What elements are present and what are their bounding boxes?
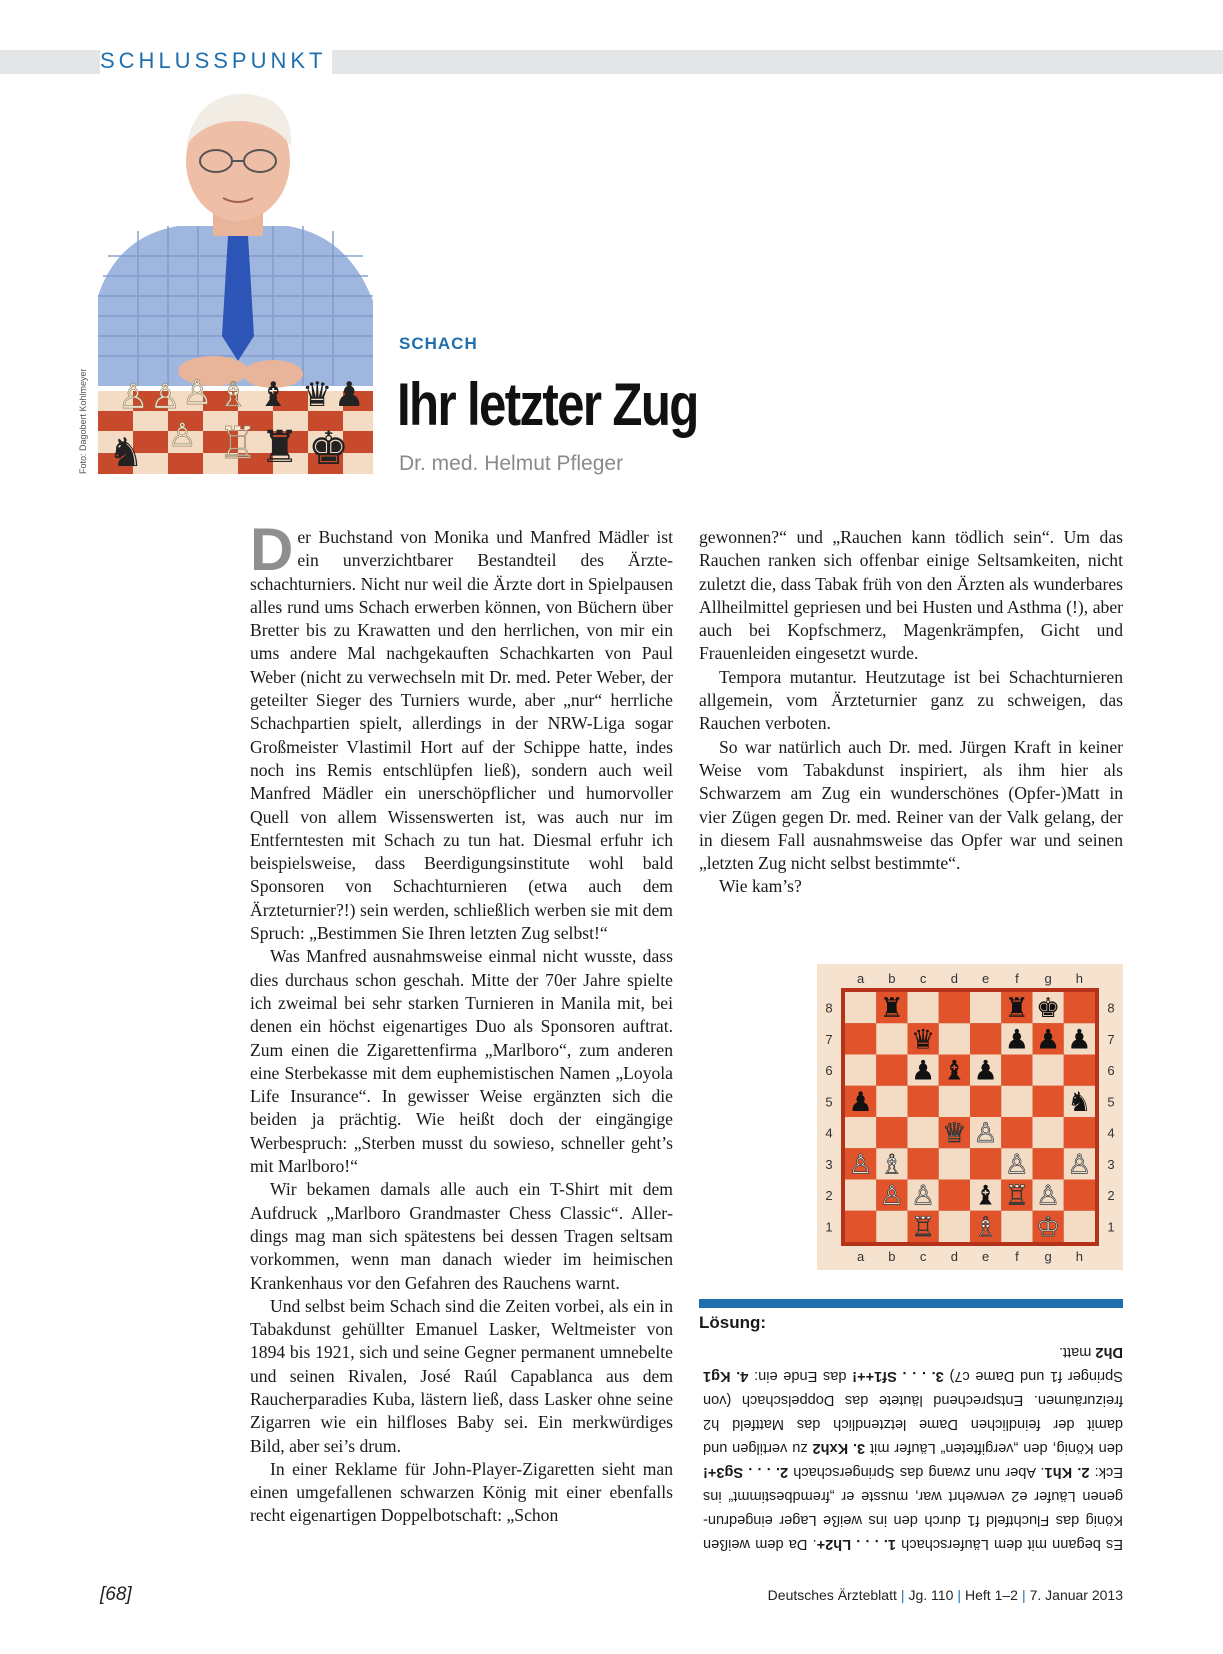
file-label-top: e [982,971,990,986]
chess-piece-black: ♟ [1004,1024,1029,1056]
board-square [876,1117,907,1148]
file-label-top: b [888,971,896,986]
chess-piece-white: ♙ [973,1118,998,1149]
board-square [970,1086,1001,1117]
svg-text:♙: ♙ [182,373,213,413]
rank-label-right: 8 [1107,1000,1115,1016]
page-number: [68] [100,1584,132,1605]
rank-label-left: 3 [825,1156,833,1172]
chess-diagram [817,964,1123,1270]
chess-piece-black: ♚ [1036,993,1061,1024]
solution-text-segment: matt. [1058,1344,1096,1360]
footer-citation [768,1587,1123,1603]
rank-label-left: 2 [825,1188,833,1204]
chess-piece-white: ♙ [1036,1180,1061,1212]
file-label-top: d [950,971,958,986]
board-square [1033,1055,1064,1086]
solution-move: 3. . . . Sf1++! [852,1368,944,1384]
board-square [1033,1117,1064,1148]
svg-text:♙: ♙ [150,377,181,417]
rank-label-right: 2 [1107,1188,1115,1204]
file-label-bottom: d [950,1249,958,1264]
article-paragraph: In einer Reklame für John-Player-Zigaretten sieht man einen umgefallenen schwarzen König mit einer ebenfalls recht eigenartigen Doppelbotschaft: „Schon [250,1458,673,1526]
board-square [1064,1055,1095,1086]
chess-piece-black: ♟ [1036,1024,1061,1056]
svg-text:♟: ♟ [334,375,365,415]
svg-text:♞: ♞ [108,430,144,474]
footer-separator: | [957,1587,962,1603]
solution-text-segment: Es begann mit dem Läuferschach [896,1536,1123,1552]
section-label: SCHLUSSPUNKT [100,47,332,75]
board-square [845,1211,876,1242]
board-square [845,1023,876,1054]
rank-label-left: 5 [825,1094,833,1110]
board-square [1033,1148,1064,1179]
rank-label-left: 8 [825,1000,833,1016]
chess-piece-black: ♜ [1004,993,1029,1024]
rank-label-left: 1 [825,1219,833,1235]
chess-piece-black: ♞ [1067,1086,1092,1118]
file-label-bottom: c [919,1249,927,1264]
board-square [876,1055,907,1086]
chess-piece-white: ♖ [1004,1180,1029,1212]
board-square [908,992,939,1023]
svg-text:♙: ♙ [168,416,197,454]
chess-piece-black: ♟ [1067,1024,1092,1056]
board-square [845,1055,876,1086]
board-square [1033,1086,1064,1117]
svg-text:♗: ♗ [218,375,249,415]
author-photo-illustration [98,86,373,474]
board-square [845,1180,876,1211]
chess-piece-white: ♔ [1036,1211,1061,1243]
chess-piece-black: ♛ [911,1024,936,1056]
solution-text-segment: den König, den „vergifteten“ Läufer mit [865,1440,1123,1456]
board-square [1064,992,1095,1023]
article-paragraph: Der Buchstand von Monika und Manfred Mädler ist ein unverzichtbarer Bestandteil des Ärzteschachturniers. Nicht nur weil die Ärzte dort in Spielpausen alles rund ums Schach erwerben können, von Büchern über Bretter bis zu Krawatten und den herrlichen, von mir ein ums andere Mal nachgekauften Schachkarten von Paul Weber (nicht zu verwechseln mit Dr. med. Peter Weber, der geteilter Sieger des Turniers wurde, aber „nur“ herrliche Schachpartien spielt, allerdings in der NRW-Liga sogar Großmeister Vlastimil Hort auf der Schippe hatte, indes noch ins Remis entschlüpfen ließ), sondern auch weil Manfred Mädler ein unerschöpflicher und humorvoller Quell von allem Wissenswerten ist, was auch nur im Entferntesten mit Schach zu tun hat. Diesmal erfuhr ich beispielsweise, dass Beerdigungsinstitute wohl bald Sponsoren von Schachturnieren (etwa auch dem Ärzteturnier?!) sein werden, schließlich werben sie mit dem Spruch: „Bestimmen Sie Ihren letzten Zug selbst!“ [250,516,673,944]
article-title: Ihr letzter Zug [397,371,698,438]
file-label-top: h [1075,971,1083,986]
solution-text-segment: das Ende ein: [748,1368,853,1384]
rank-label-right: 3 [1107,1156,1115,1172]
board-square [1064,1180,1095,1211]
board-square [1001,1055,1032,1086]
board-square [908,1148,939,1179]
board-square [1064,1117,1095,1148]
svg-text:♚: ♚ [308,421,350,474]
chess-piece-black: ♝ [973,1180,998,1212]
board-square [1001,1211,1032,1242]
board-square [939,1148,970,1179]
board-square [939,1180,970,1211]
rank-label-left: 4 [825,1125,833,1141]
file-label-bottom: f [1015,1249,1019,1264]
footer-issue: Heft 1–2 [965,1587,1018,1603]
chess-piece-white: ♙ [879,1180,904,1212]
board-square [908,1086,939,1117]
solution-text-segment: . Aber nun zwang das Springerschach [788,1464,1045,1480]
author-photo [98,86,373,474]
file-label-bottom: e [982,1249,990,1264]
rank-label-left: 7 [825,1031,833,1047]
file-label-top: c [919,971,927,986]
chess-piece-black: ♜ [879,993,904,1024]
rank-label-right: 6 [1107,1063,1115,1079]
article-paragraph: Was Manfred ausnahmsweise einmal nicht wusste, dass dies durchaus schon geschah. Mitte der 70er Jahre spielte ich zweimal bei sehr starken Turnieren in Manila mit, bei denen ein höchst eigenartiges Duo als Sponsoren auftrat. Zum einen die Zigarettenfirma „Marlboro“, zum anderen eine Sterbekasse mit dem euphemistischen Namen „Loyola Life Insurance“. In gewisser Weise ergänzten sich die beiden ja prächtig. Wie heißt doch der eingängige Werbespruch: „Sterben musst du sowieso, schneller geht’s mit Marlboro!“ [250,946,673,1177]
board-square [939,1023,970,1054]
article-paragraph: Wie kam’s? [719,876,802,897]
chess-piece-white: ♙ [848,1149,873,1181]
footer-separator: | [1021,1587,1026,1603]
solution-move: 2. . . . Sg3+! [702,1464,789,1480]
board-square [1001,1117,1032,1148]
solution-text-segment: . Da dem weißen König das Fluchtfeld f1 durch den ins weiße Lager eingedrungenen Läufer e2 verwehrt war, musste er „fremdbestimmt“ ins Eck: [703,1464,1123,1552]
solution-move: 1. . . . Lh2+ [816,1536,897,1552]
article-paragraph: gewonnen?“ und „Rauchen kann tödlich sein“. Um das Rauchen ranken sich offenbar einige Seltsamkeiten, nicht zuletzt die, dass Tabak früh von den Ärzten als wunderbares Allheilmittel gepriesen und bei Husten und Asthma (!), aber auch bei Kopfschmerz, Magenkrämpfen, Gicht und Frauenleiden eingesetzt wurde. [699,527,1123,664]
board-square [845,992,876,1023]
photo-credit: Foto: Dagobert Kohlmeyer [78,368,88,474]
rank-label-right: 5 [1107,1094,1115,1110]
board-square [970,1023,1001,1054]
file-label-bottom: b [888,1249,896,1264]
board-square [876,1211,907,1242]
board-square [939,1211,970,1242]
solution-bar [699,1299,1123,1308]
svg-text:♜: ♜ [260,422,300,473]
file-label-bottom: h [1075,1249,1083,1264]
board-square [1001,1086,1032,1117]
file-label-top: a [857,971,865,986]
article-paragraph: Tempora mutantur. Heutzutage ist bei Schachturnieren allgemein, vom Ärzteturnier ganz zu schweigen, das Rauchen verboten. [699,666,1123,734]
solution-text-segment: zu vertilgen und damit der feindlichen Dame letztendlich das Mattfeld h2 freizuräumen. Entsprechend läutete das Doppelschach (von Springer f1 und Dame c7) [703,1368,1123,1456]
file-label-top: f [1015,971,1019,986]
board-square [939,992,970,1023]
article-paragraph: Und selbst beim Schach sind die Zeiten vorbei, als ein in Tabakdunst gehüllter Emanuel Lasker, Weltmeister von 1894 bis 1921, sich und seine Gegner permanent umnebelte und seinen Rivalen, José Raúl Capablanca aus dem Raucherparadies Kuba, lästern ließ, dass Lasker ohne seine Zigarren wie ein hilfloses Baby sei. Ein merkwürdiges Bild, aber sei’s drum. [250,1295,673,1456]
chess-piece-white: ♗ [973,1211,998,1243]
chess-board [817,964,1123,1270]
svg-text:♝: ♝ [258,375,289,415]
rank-label-left: 6 [825,1063,833,1079]
board-square [845,1117,876,1148]
solution-move: 3. Kxh2 [812,1440,866,1456]
solution-move: 2. Kh1 [1044,1464,1090,1480]
rank-label-right: 4 [1107,1125,1115,1141]
article-kicker: SCHACH [399,334,478,353]
board-square [970,1148,1001,1179]
solution-text-upside-down [703,1340,1123,1556]
chess-piece-white: ♙ [1004,1149,1029,1181]
chess-piece-black: ♟ [973,1055,998,1087]
board-square [1064,1211,1095,1242]
rank-label-right: 7 [1107,1031,1115,1047]
article-paragraph: Wir bekamen damals alle auch ein T-Shirt mit dem Aufdruck „Marlboro Grandmaster Chess Classic“. Allerdings mag man sich spätestens bei dessen Tragen seltsam vorkommen, wenn man danach wieder im heimischen Krankenhaus vor den Gefahren des Rauchens warnt. [250,1179,673,1293]
svg-text:♙: ♙ [118,377,149,417]
chess-piece-black: ♝ [942,1055,967,1087]
file-label-top: g [1044,971,1052,986]
chess-piece-white: ♗ [879,1149,904,1181]
board-square [876,1023,907,1054]
footer-separator: | [900,1587,905,1603]
article-paragraph: So war natürlich auch Dr. med. Jürgen Kraft in keiner Weise vom Tabakdunst inspiriert, als ihm hier als Schwarzem am Zug ein wunderschönes (Opfer-)Matt in vier Zügen gegen Dr. med. Reiner van der Valk gelang, der in diesem Fall ausnahmsweise das Opfer war und seinen „letzten Zug nicht selbst bestimmte“. [699,736,1123,874]
chess-piece-white: ♖ [911,1211,936,1243]
article-author: Dr. med. Helmut Pfleger [399,452,624,475]
chess-piece-white: ♙ [1067,1149,1092,1181]
file-label-bottom: a [857,1249,865,1264]
chess-piece-white: ♕ [942,1118,967,1149]
svg-text:♛: ♛ [302,375,333,415]
chess-piece-black: ♟ [911,1055,936,1087]
solution-move: 4. Kg1 Dh2 [702,1344,1123,1384]
chess-piece-white: ♙ [911,1180,936,1212]
footer-date: 7. Januar 2013 [1029,1587,1123,1603]
chess-piece-black: ♟ [848,1086,873,1118]
rank-label-right: 1 [1107,1219,1115,1235]
board-square [970,992,1001,1023]
article-column-left [250,516,673,1528]
footer-volume: Jg. 110 [908,1587,954,1603]
board-square [908,1117,939,1148]
svg-text:♖: ♖ [218,418,258,469]
board-square [939,1086,970,1117]
file-label-bottom: g [1044,1249,1052,1264]
article-column-right [699,526,1123,899]
footer-journal: Deutsches Ärzteblatt [767,1587,897,1603]
board-square [876,1086,907,1117]
solution-title: Lösung: [699,1313,767,1332]
drop-cap: D [250,516,294,583]
